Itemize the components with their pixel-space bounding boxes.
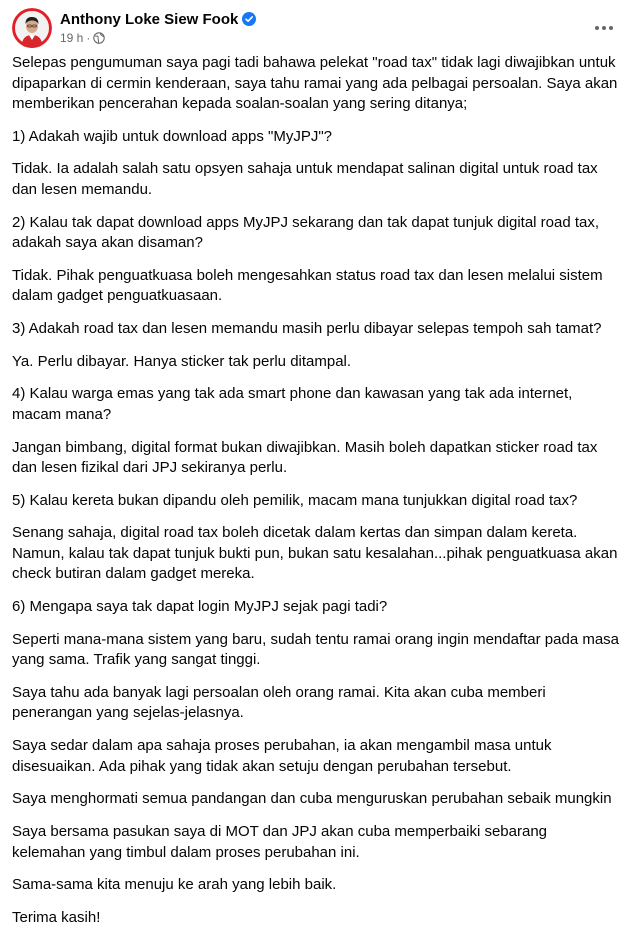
verified-badge-icon	[242, 12, 256, 26]
more-options-icon	[594, 25, 614, 31]
post-paragraph: Selepas pengumuman saya pagi tadi bahawa pelekat "road tax" tidak lagi diwajibkan untuk dipaparkan di cermin kenderaan, saya tahu ramai yang ada pelbagai persoalan. Saya akan memberikan pencerahan kepada soalan-soalan yang sering ditanya;	[12, 54, 618, 112]
post-paragraph: 6) Mengapa saya tak dapat login MyJPJ sejak pagi tadi?	[12, 598, 388, 616]
post-paragraph: 1) Adakah wajib untuk download apps "MyJPJ"?	[12, 127, 333, 145]
meta-separator: ·	[86, 31, 91, 45]
post-paragraph: Saya tahu ada banyak lagi persoalan oleh orang ramai. Kita akan cuba memberi penerangan yang sejelas-jelasnya.	[12, 683, 546, 722]
post-header	[12, 8, 618, 48]
author-name[interactable]: Anthony Loke Siew Fook	[60, 10, 239, 28]
post-paragraph: 5) Kalau kereta bukan dipandu oleh pemilik, macam mana tunjukkan digital road tax?	[12, 491, 578, 509]
post-text	[12, 53, 622, 941]
post-paragraph: Senang sahaja, digital road tax boleh dicetak dalam kertas dan simpan dalam kereta. Namun, kalau tak dapat tunjuk bukti pun, bukan satu kesalahan...pihak penguatkuasa akan check butiran dalam gadget mereka.	[12, 524, 618, 583]
post-paragraph: Seperti mana-mana sistem yang baru, sudah tentu ramai orang ingin mendaftar pada masa yang sama. Trafik yang sangat tinggi.	[12, 630, 620, 669]
post-paragraph: 3) Adakah road tax dan lesen memandu masih perlu dibayar selepas tempoh sah tamat?	[12, 319, 602, 337]
post-paragraph: 4) Kalau warga emas yang tak ada smart phone dan kawasan yang tak ada internet, macam mana?	[12, 385, 573, 423]
post-paragraph: Tidak. Pihak penguatkuasa boleh mengesahkan status road tax dan lesen melalui sistem dalam gadget penguatkuasaan.	[12, 266, 603, 305]
author-row	[60, 9, 256, 29]
more-options-button[interactable]	[590, 14, 618, 42]
post-paragraph: Sama-sama kita menuju ke arah yang lebih baik.	[12, 876, 337, 894]
post-paragraph: Tidak. Ia adalah salah satu opsyen sahaja untuk mendapat salinan digital untuk road tax dan lesen memandu.	[12, 160, 598, 198]
post-paragraph: 2) Kalau tak dapat download apps MyJPJ sekarang dan tak dapat tunjuk digital road tax, adakah saya akan disaman?	[12, 213, 600, 252]
post-paragraph: Ya. Perlu dibayar. Hanya sticker tak perlu ditampal.	[12, 352, 352, 370]
post-timestamp[interactable]: 19 h	[60, 31, 84, 45]
post-paragraph: Saya menghormati semua pandangan dan cuba menguruskan perubahan sebaik mungkin	[12, 790, 612, 808]
globe-icon[interactable]	[93, 32, 105, 44]
post-meta	[60, 30, 256, 46]
post-paragraph: Jangan bimbang, digital format bukan diwajibkan. Masih boleh dapatkan sticker road tax dan lesen fizikal dari JPJ sekiranya perlu.	[12, 438, 598, 476]
profile-photo-icon[interactable]	[12, 8, 52, 48]
post-paragraph: Saya bersama pasukan saya di MOT dan JPJ akan cuba memperbaiki sebarang kelemahan yang timbul dalam proses perubahan ini.	[12, 823, 548, 861]
post-paragraph: Saya sedar dalam apa sahaja proses perubahan, ia akan mengambil masa untuk disesuaikan. Ada pihak yang tidak akan setuju dengan perubahan tersebut.	[12, 737, 552, 775]
post-paragraph: Terima kasih!	[12, 908, 101, 926]
author-block	[60, 9, 256, 46]
